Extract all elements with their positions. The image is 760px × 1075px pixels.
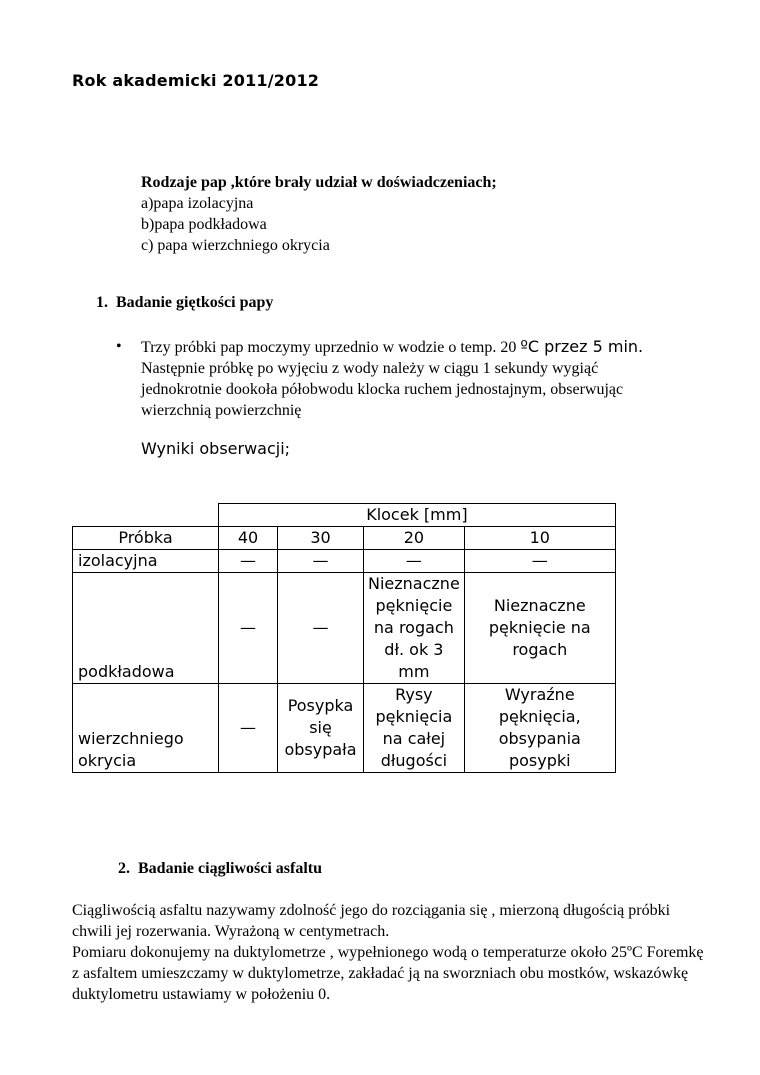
paper-type-item: c) papa wierzchniego okrycia xyxy=(141,237,330,254)
section-number: 1. xyxy=(96,294,108,311)
table-cell: — xyxy=(278,573,364,684)
sample-header: Próbka xyxy=(73,527,219,550)
procedure-text: Trzy próbki pap moczymy uprzednio w wodzie o temp. 20 ºC przez 5 min. Następnie próbkę po wyjęciu z wody należy w ciągu 1 sekundy wygiąć jednokrotnie dookoła półobwodu klocka ruchem jednostajnym, obserwując wierzchnią powierzchnię xyxy=(141,337,644,419)
section-title: Badanie giętkości papy xyxy=(116,294,274,311)
column-header: 30 xyxy=(278,527,364,550)
row-label: izolacyjna xyxy=(73,550,219,573)
ductility-paragraph xyxy=(72,900,712,1005)
table-cell: — xyxy=(219,550,278,573)
section-2-heading xyxy=(118,860,322,878)
table-row xyxy=(73,684,616,773)
table-cell: Posypka się obsypała xyxy=(278,684,364,773)
column-header: 20 xyxy=(364,527,465,550)
column-header: 40 xyxy=(219,527,278,550)
section-number: 2. xyxy=(118,860,130,877)
table-cell: — xyxy=(464,550,615,573)
results-label: Wyniki obserwacji; xyxy=(141,439,291,458)
paragraph-text: Pomiaru dokonujemy na duktylometrze , wypełnionego wodą o temperaturze około 25ºC Foremkę z asfaltem umieszczamy w duktylometrze, zakładać ją na sworzniach obu mostków, wskazówkę duktylometru ustawiamy w położeniu 0. xyxy=(72,944,704,1003)
table-cell: Wyraźne pęknięcia, obsypania posypki xyxy=(464,684,615,773)
paper-types-block xyxy=(141,172,497,256)
table-cell: Nieznaczne pęknięcie na rogach dł. ok 3 mm xyxy=(364,573,465,684)
table-cell: — xyxy=(219,573,278,684)
paper-types-title: Rodzaje pap ,które brały udział w doświadczeniach; xyxy=(141,174,497,191)
paper-type-item: b)papa podkładowa xyxy=(141,216,267,233)
paragraph-text: Ciągliwością asfaltu nazywamy zdolność jego do rozciągania się , mierzoną długością próbki chwili jej rozerwania. Wyrażoną w centymetrach. xyxy=(72,902,671,940)
results-table xyxy=(72,503,616,773)
table-row xyxy=(73,550,616,573)
table-cell: — xyxy=(364,550,465,573)
paper-type-item: a)papa izolacyjna xyxy=(141,195,254,212)
row-label: wierzchniego okrycia xyxy=(73,684,219,773)
table-cell: — xyxy=(278,550,364,573)
table-cell: Rysy pęknięcia na całej długości xyxy=(364,684,465,773)
column-group-header: Klocek [mm] xyxy=(219,504,616,527)
table-header-row xyxy=(73,527,616,550)
table-cell: Nieznaczne pęknięcie na rogach xyxy=(464,573,615,684)
bullet-icon: • xyxy=(116,338,122,355)
section-title: Badanie ciągliwości asfaltu xyxy=(138,860,323,877)
table-row xyxy=(73,573,616,684)
document-title: Rok akademicki 2011/2012 xyxy=(72,71,320,90)
row-label: podkładowa xyxy=(73,573,219,684)
section-1-heading xyxy=(96,294,273,312)
table-cell: — xyxy=(219,684,278,773)
column-header: 10 xyxy=(464,527,615,550)
table-group-header-row xyxy=(73,504,616,527)
